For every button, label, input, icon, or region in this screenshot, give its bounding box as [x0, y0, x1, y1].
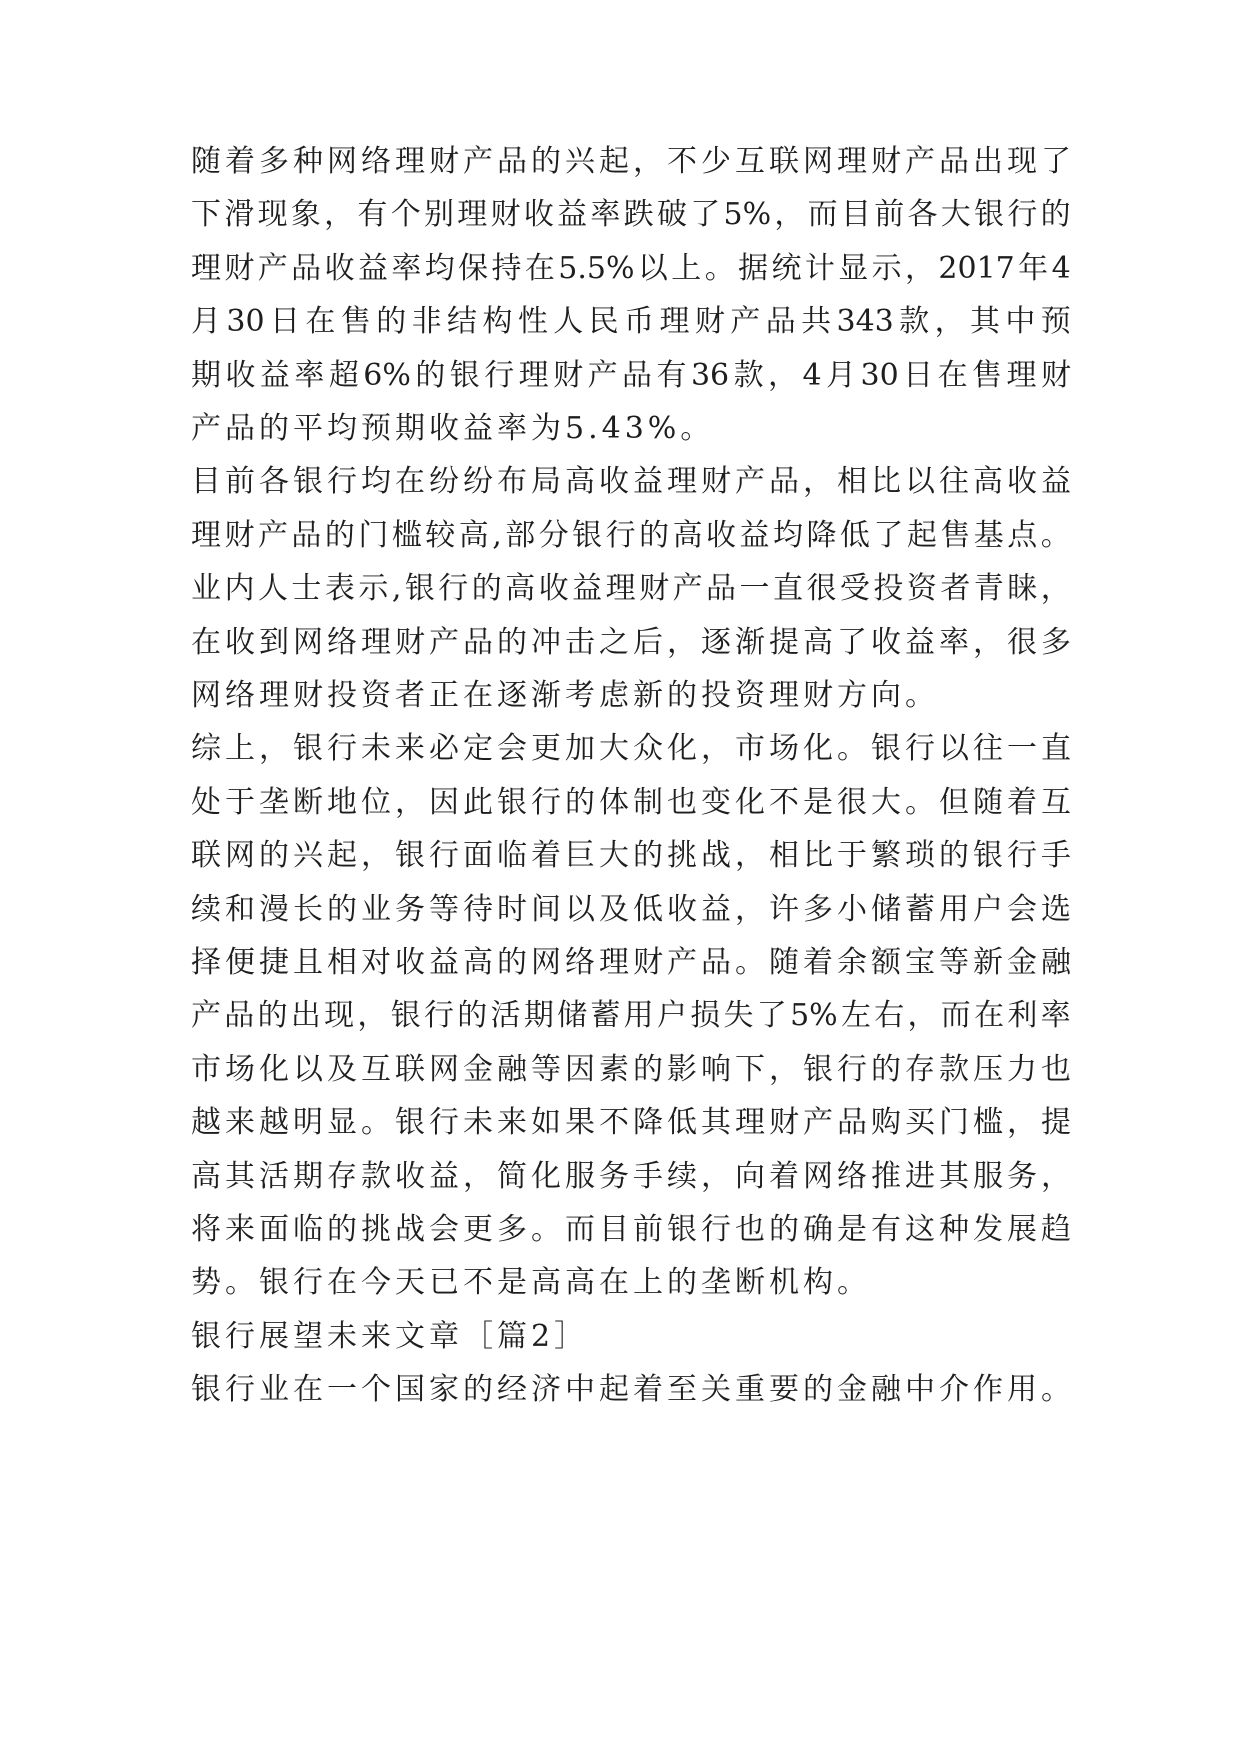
text-line: 产 品 的 出 现 ， 银 行 的 活 期 储 蓄 用 户 损 失 了 5% 左 右 ， 而 在 利 率: [191, 998, 1071, 1033]
text-line: 理 财 产 品 的 门 槛 较 高 , 部 分 银 行 的 高 收 益 均 降 低 了 起 售 基 点 。: [191, 518, 1071, 553]
text-line: 将 来 面 临 的 挑 战 会 更 多 。 而 目 前 银 行 也 的 确 是 有 这 种 发 展 趋: [191, 1212, 1071, 1247]
text-line: 在 收 到 网 络 理 财 产 品 的 冲 击 之 后 ， 逐 渐 提 高 了 收 益 率 ， 很 多: [191, 625, 1071, 660]
text-line: 市 场 化 以 及 互 联 网 金 融 等 因 素 的 影 响 下 ， 银 行 的 存 款 压 力 也: [191, 1052, 1071, 1087]
text-line: 理 财 产 品 收 益 率 均 保 持 在 5.5% 以 上 。 据 统 计 显 示 ， 2017 年 4: [191, 251, 1071, 286]
text-line: 银 行 业 在 一 个 国 家 的 经 济 中 起 着 至 关 重 要 的 金 融 中 介 作 用 。: [191, 1372, 1071, 1407]
text-line: 银行展望未来文章［篇2］: [191, 1319, 589, 1354]
text-line: 随 着 多 种 网 络 理 财 产 品 的 兴 起 ， 不 少 互 联 网 理 财 产 品 出 现 了: [191, 144, 1071, 179]
text-line: 下 滑 现 象 ， 有 个 别 理 财 收 益 率 跌 破 了 5% ， 而 目 前 各 大 银 行 的: [191, 197, 1071, 232]
text-line: 网络理财投资者正在逐渐考虑新的投资理财方向。: [191, 678, 939, 713]
text-line: 综 上 ， 银 行 未 来 必 定 会 更 加 大 众 化 ， 市 场 化 。 银 行 以 往 一 直: [191, 731, 1071, 766]
text-line: 产品的平均预期收益率为5.43%。: [191, 411, 715, 446]
text-line: 势。银行在今天已不是高高在上的垄断机构。: [191, 1265, 871, 1300]
text-line: 业 内 人 士 表 示 , 银 行 的 高 收 益 理 财 产 品 一 直 很 受 投 资 者 青 睐 ，: [191, 571, 1071, 606]
text-line: 择 便 捷 且 相 对 收 益 高 的 网 络 理 财 产 品 。 随 着 余 额 宝 等 新 金 融: [191, 945, 1071, 980]
text-line: 目 前 各 银 行 均 在 纷 纷 布 局 高 收 益 理 财 产 品 ， 相 比 以 往 高 收 益: [191, 464, 1071, 499]
text-line: 高 其 活 期 存 款 收 益 ， 简 化 服 务 手 续 ， 向 着 网 络 推 进 其 服 务 ，: [191, 1159, 1071, 1194]
text-line: 续 和 漫 长 的 业 务 等 待 时 间 以 及 低 收 益 ， 许 多 小 储 蓄 用 户 会 选: [191, 892, 1071, 927]
text-line: 越 来 越 明 显 。 银 行 未 来 如 果 不 降 低 其 理 财 产 品 购 买 门 槛 ， 提: [191, 1105, 1071, 1140]
text-line: 处 于 垄 断 地 位 ， 因 此 银 行 的 体 制 也 变 化 不 是 很 大 。 但 随 着 互: [191, 785, 1071, 820]
text-line: 联 网 的 兴 起 ， 银 行 面 临 着 巨 大 的 挑 战 ， 相 比 于 繁 琐 的 银 行 手: [191, 838, 1071, 873]
text-line: 月 30 日 在 售 的 非 结 构 性 人 民 币 理 财 产 品 共 343 款 ， 其 中 预: [191, 304, 1071, 339]
text-line: 期 收 益 率 超 6% 的 银 行 理 财 产 品 有 36 款 ， 4 月 30 日 在 售 理 财: [191, 358, 1071, 393]
